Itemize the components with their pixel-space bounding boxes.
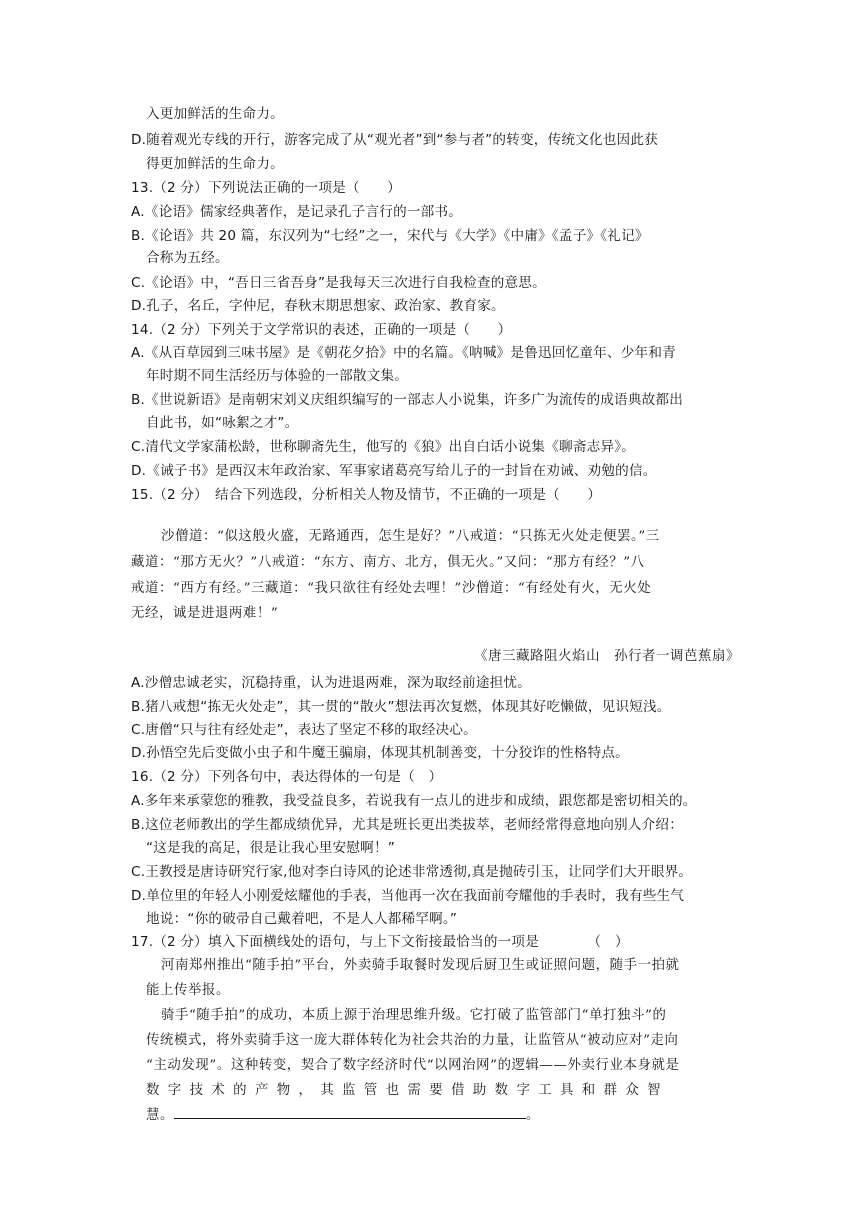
option-line: C.唐僧“只与往有经处走”，表达了坚定不移的取经决心。 bbox=[131, 722, 477, 738]
excerpt-line: 戒道：“西方有经。”三藏道：“我只欲往有经处去哩！”沙僧道：“有经处有火，无火处 bbox=[131, 581, 652, 596]
passage-last-line bbox=[146, 1106, 540, 1126]
answer-blank[interactable] bbox=[174, 1106, 526, 1119]
text-line: 得更加鲜活的生命力。 bbox=[146, 156, 284, 172]
option-line: 年时期不同生活经历与体验的一部散文集。 bbox=[146, 368, 409, 384]
passage-line: 能上传举报。 bbox=[146, 983, 230, 998]
passage-line: 骑手“随手拍”的成功，本质上源于治理思维升级。它打破了监管部门“单打独斗”的 bbox=[161, 1008, 667, 1023]
passage-text: 慧。 bbox=[146, 1108, 174, 1123]
option-line: D.单位里的年轻人小刚爱炫耀他的手表，当他再一次在我面前夸耀他的手表时，我有些生气 bbox=[131, 888, 685, 904]
question-17-stem: 17.（2 分）填入下面横线处的语句，与上下文衔接最恰当的一项是 （ ） bbox=[131, 934, 629, 950]
option-line: A.多年来承蒙您的雅教，我受益良多，若说我有一点儿的进步和成绩，跟您都是密切相关的。 bbox=[131, 793, 697, 809]
option-line: A.《从百草园到三味书屋》是《朝花夕拾》中的名篇。《呐喊》是鲁迅回忆童年、少年和青 bbox=[131, 345, 676, 361]
option-line: A.《论语》儒家经典著作，是记录孔子言行的一部书。 bbox=[131, 204, 463, 220]
option-line: 自此书，如“咏絮之才”。 bbox=[146, 415, 299, 431]
option-line: C.王教授是唐诗研究行家,他对李白诗风的论述非常透彻,真是抛砖引玉，让同学们大开眼界。 bbox=[131, 864, 693, 880]
option-line: D.孙悟空先后变做小虫子和牛魔王骗扇，体现其机制善变，十分狡诈的性格特点。 bbox=[131, 745, 629, 761]
text-line: 入更加鲜活的生命力。 bbox=[146, 106, 284, 122]
option-line: D.孔子，名丘，字仲尼，春秋末期思想家、政治家、教育家。 bbox=[131, 298, 505, 314]
passage-end-mark: 。 bbox=[525, 1108, 540, 1123]
excerpt-source: 《唐三藏路阻火焰山 孙行者一调芭蕉扇》 bbox=[474, 649, 740, 664]
option-line: D.《诫子书》是西汉末年政治家、军事家诸葛亮写给儿子的一封旨在劝诫、劝勉的信。 bbox=[131, 463, 657, 479]
excerpt-line: 藏道：“那方无火？”八戒道：“东方、南方、北方，俱无火。”又问：“那方有经？”八 bbox=[131, 555, 645, 570]
option-line: 合称为五经。 bbox=[146, 250, 229, 266]
option-line: B.《世说新语》是南朝宋刘义庆组织编写的一部志人小说集，许多广为流传的成语典故都出 bbox=[131, 392, 683, 408]
passage-line: “主动发现”。这种转变，契合了数字经济时代“以网治网”的逻辑——外卖行业本身就是 bbox=[146, 1058, 680, 1073]
passage-line: 传统模式，将外卖骑手这一庞大群体转化为社会共治的力量，让监管从“被动应对”走向 bbox=[146, 1033, 679, 1048]
option-line: A.沙僧忠诚老实，沉稳持重，认为进退两难，深为取经前途担忧。 bbox=[131, 675, 532, 691]
option-line: B.《论语》共 20 篇，东汉列为“七经”之一，宋代与《大学》《中庸》《孟子》《礼记》 bbox=[131, 228, 649, 244]
option-line: 地说：“你的破帚自己戴着吧，不是人人都稀罕啊。” bbox=[146, 911, 458, 927]
question-15-stem: 15.（2 分） 结合下列选段，分析相关人物及情节，不正确的一项是（ ） bbox=[131, 487, 602, 503]
option-line: B.猪八戒想“拣无火处走”，其一贯的“散火”想法再次复燃，体现其好吃懒做，见识短浅。 bbox=[131, 699, 671, 715]
option-line: “这是我的高足，很是让我心里安慰啊！” bbox=[146, 840, 395, 856]
option-line: C.清代文学家蒲松龄，世称聊斋先生，他写的《狼》出自白话小说集《聊斋志异》。 bbox=[131, 439, 635, 455]
excerpt-line: 沙僧道：“似这般火盛，无路通西，怎生是好？”八戒道：“只拣无火处走便罢。”三 bbox=[161, 529, 660, 544]
excerpt-line: 无经，诚是进退两难！” bbox=[131, 606, 279, 621]
question-16-stem: 16.（2 分）下列各句中，表达得体的一句是（ ） bbox=[131, 769, 443, 785]
text-line: D.随着观光专线的开行，游客完成了从“观光者”到“参与者”的转变，传统文化也因此获 bbox=[131, 132, 658, 148]
passage-line: 数字技术的产物，其监管也需要借助数字工具和群众智 bbox=[146, 1083, 669, 1098]
passage-line: 河南郑州推出“随手拍”平台，外卖骑手取餐时发现后厨卫生或证照问题，随手一拍就 bbox=[161, 958, 680, 973]
question-13-stem: 13.（2 分）下列说法正确的一项是（ ） bbox=[131, 180, 402, 196]
option-line: C.《论语》中，“吾日三省吾身”是我每天三次进行自我检查的意思。 bbox=[131, 275, 546, 291]
option-line: B.这位老师教出的学生都成绩优异，尤其是班长更出类拔萃，老师经常得意地向别人介绍： bbox=[131, 817, 683, 833]
question-14-stem: 14.（2 分）下列关于文学常识的表述，正确的一项是（ ） bbox=[131, 322, 512, 338]
